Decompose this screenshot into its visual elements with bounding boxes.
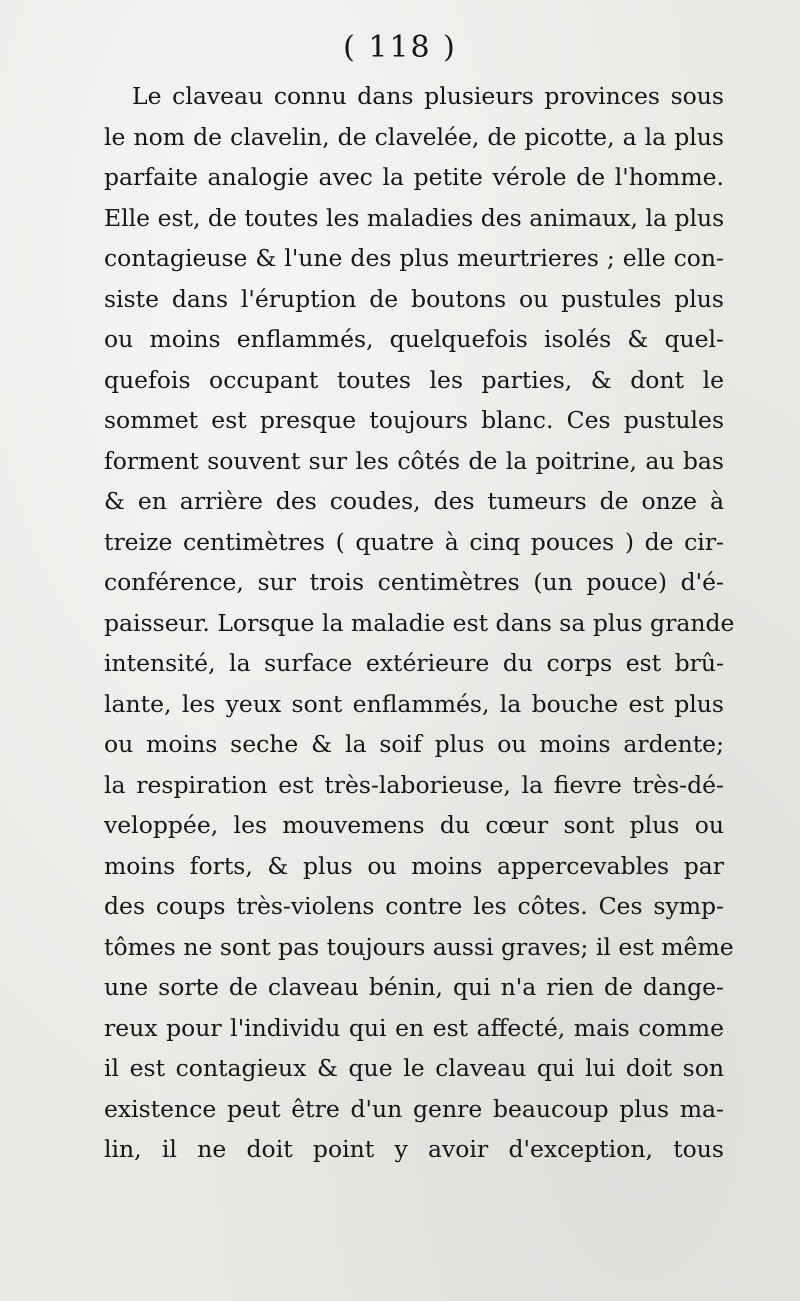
body-text	[104, 76, 735, 1170]
text-line: intensité, la surface extérieure du corps est brû-	[104, 649, 724, 677]
text-line: paisseur. Lorsque la maladie est dans sa plus grande	[104, 608, 735, 637]
text-line: treize centimètres ( quatre à cinq pouces ) de cir-	[104, 527, 724, 556]
text-line: sommet est presque toujours blanc. Ces pustules	[104, 406, 724, 434]
text-line: tômes ne sont pas toujours aussi graves; il est même	[104, 932, 734, 961]
text-line: la respiration est très-laborieuse, la fievre très-dé-	[104, 770, 724, 799]
text-line: reux pour l'individu qui en est affecté, mais comme	[104, 1013, 724, 1042]
text-line: existence peut être d'un genre beaucoup plus ma-	[104, 1094, 724, 1123]
text-line: contagieuse & l'une des plus meurtrieres ; elle con-	[104, 244, 724, 272]
text-line: Elle est, de toutes les maladies des animaux, la plus	[104, 203, 725, 232]
text-line: lin, il ne doit point y avoir d'exception, tous	[104, 1135, 724, 1163]
text-line: une sorte de claveau bénin, qui n'a rien de dange-	[104, 973, 724, 1001]
text-line: il est contagieux & que le claveau qui lui doit son	[104, 1054, 724, 1082]
text-line: conférence, sur trois centimètres (un pouce) d'é-	[104, 568, 724, 596]
text-line: forment souvent sur les côtés de la poitrine, au bas	[104, 446, 724, 475]
text-line: le nom de clavelin, de clavelée, de picotte, a la plus	[104, 122, 724, 151]
text-line: des coups très-violens contre les côtes. Ces symp-	[104, 892, 724, 920]
text-line: quefois occupant toutes les parties, & dont le	[104, 365, 724, 394]
text-line: lante, les yeux sont enflammés, la bouche est plus	[104, 689, 724, 718]
page-number: ( 118 )	[343, 30, 457, 65]
text-line: veloppée, les mouvemens du cœur sont plus ou	[104, 811, 724, 839]
text-line: ou moins seche & la soif plus ou moins ardente;	[104, 730, 724, 758]
text-line: siste dans l'éruption de boutons ou pustules plus	[104, 284, 724, 313]
text-line: ou moins enflammés, quelquefois isolés & quel-	[104, 325, 724, 353]
text-line: parfaite analogie avec la petite vérole de l'homme.	[104, 163, 724, 191]
text-line: & en arrière des coudes, des tumeurs de onze à	[104, 487, 724, 515]
text-line: Le claveau connu dans plusieurs provinces sous	[132, 82, 724, 110]
text-line: moins forts, & plus ou moins appercevables par	[104, 851, 724, 880]
